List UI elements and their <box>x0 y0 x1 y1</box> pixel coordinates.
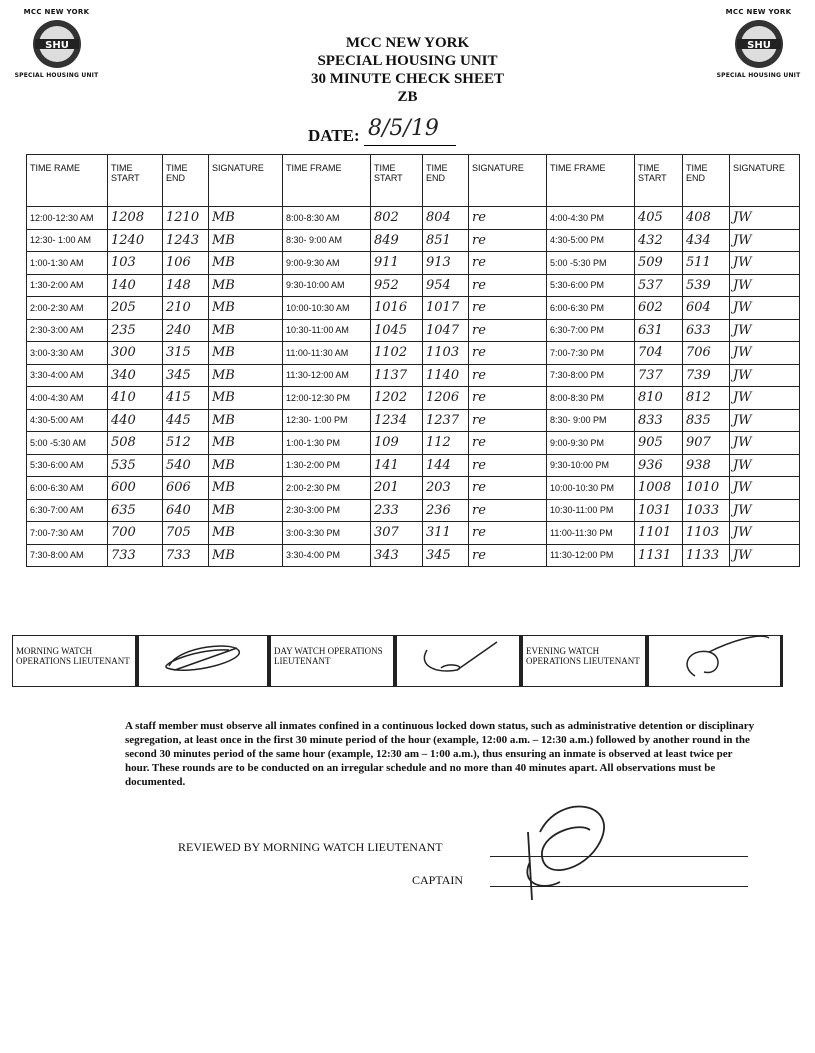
table-row <box>27 252 800 275</box>
time-frame-cell: 1:30-2:00 AM <box>27 274 108 297</box>
table-row <box>27 477 800 500</box>
logo-bottom-text: SPECIAL HOUSING UNIT <box>14 72 99 79</box>
signature-cell[interactable]: MB <box>209 544 283 567</box>
table-row <box>27 274 800 297</box>
time-entry-cell[interactable]: 112 <box>423 432 469 455</box>
signature-cell[interactable]: re <box>469 297 547 320</box>
time-entry-cell[interactable]: 240 <box>163 319 209 342</box>
time-frame-cell: 11:30-12:00 PM <box>547 544 635 567</box>
time-frame-cell: 5:30-6:00 AM <box>27 454 108 477</box>
signature-cell[interactable]: re <box>469 432 547 455</box>
table-row <box>27 499 800 522</box>
table-row <box>27 522 800 545</box>
time-frame-cell: 6:00-6:30 AM <box>27 477 108 500</box>
time-entry-cell[interactable]: 1010 <box>683 477 730 500</box>
time-entry-cell[interactable]: 705 <box>163 522 209 545</box>
time-entry-cell[interactable]: 1017 <box>423 297 469 320</box>
signature-cell[interactable]: JW <box>730 477 800 500</box>
time-entry-cell[interactable]: 205 <box>108 297 163 320</box>
time-entry-cell[interactable]: 511 <box>683 252 730 275</box>
time-entry-cell[interactable]: 1047 <box>423 319 469 342</box>
time-entry-cell[interactable]: 1237 <box>423 409 469 432</box>
time-entry-cell[interactable]: 1101 <box>635 522 683 545</box>
time-entry-cell[interactable]: 1140 <box>423 364 469 387</box>
time-entry-cell[interactable]: 733 <box>108 544 163 567</box>
time-frame-cell: 7:30-8:00 AM <box>27 544 108 567</box>
time-entry-cell[interactable]: 140 <box>108 274 163 297</box>
signature-cell[interactable]: JW <box>730 207 800 230</box>
time-entry-cell[interactable]: 606 <box>163 477 209 500</box>
time-frame-cell: 3:00-3:30 PM <box>283 522 371 545</box>
time-entry-cell[interactable]: 343 <box>371 544 423 567</box>
time-entry-cell[interactable]: 911 <box>371 252 423 275</box>
column-header: TIME END <box>683 155 730 207</box>
time-entry-cell[interactable]: 1045 <box>371 319 423 342</box>
time-frame-cell: 8:00-8:30 PM <box>547 387 635 410</box>
time-entry-cell[interactable]: 311 <box>423 522 469 545</box>
reviewed-by-label: REVIEWED BY MORNING WATCH LIEUTENANT <box>178 840 443 854</box>
time-frame-cell: 6:30-7:00 AM <box>27 499 108 522</box>
table-row <box>27 387 800 410</box>
column-header: TIME START <box>371 155 423 207</box>
time-entry-cell[interactable]: 851 <box>423 229 469 252</box>
time-entry-cell[interactable]: 539 <box>683 274 730 297</box>
table-header-row <box>27 155 800 207</box>
time-frame-cell: 8:30- 9:00 PM <box>547 409 635 432</box>
signature-cell[interactable]: MB <box>209 319 283 342</box>
time-entry-cell[interactable]: 434 <box>683 229 730 252</box>
signature-cell[interactable]: JW <box>730 229 800 252</box>
signature-cell[interactable]: MB <box>209 432 283 455</box>
time-entry-cell[interactable]: 235 <box>108 319 163 342</box>
time-entry-cell[interactable]: 631 <box>635 319 683 342</box>
time-entry-cell[interactable]: 535 <box>108 454 163 477</box>
time-entry-cell[interactable]: 913 <box>423 252 469 275</box>
watch-signature-strip <box>12 635 787 687</box>
time-frame-cell: 10:30-11:00 AM <box>283 319 371 342</box>
time-frame-cell: 5:00 -5:30 AM <box>27 432 108 455</box>
column-header: SIGNATURE <box>469 155 547 207</box>
signature-cell[interactable]: MB <box>209 477 283 500</box>
time-entry-cell[interactable]: 103 <box>108 252 163 275</box>
table-body <box>27 207 800 567</box>
time-entry-cell[interactable]: 300 <box>108 342 163 365</box>
time-entry-cell[interactable]: 700 <box>108 522 163 545</box>
signature-cell[interactable]: JW <box>730 499 800 522</box>
captain-label: CAPTAIN <box>412 873 464 887</box>
header-line-2: SPECIAL HOUSING UNIT <box>317 53 498 69</box>
table-row <box>27 432 800 455</box>
time-entry-cell[interactable]: 1137 <box>371 364 423 387</box>
signature-cell[interactable]: re <box>469 252 547 275</box>
time-entry-cell[interactable]: 201 <box>371 477 423 500</box>
evening-watch-label: EVENING WATCH OPERATIONS LIEUTENANT <box>522 635 646 687</box>
morning-watch-signature-box[interactable] <box>136 635 270 687</box>
signature-cell[interactable]: JW <box>730 342 800 365</box>
signature-cell[interactable]: JW <box>730 409 800 432</box>
logo-emblem-text: SHU <box>746 40 771 51</box>
time-entry-cell[interactable]: 1206 <box>423 387 469 410</box>
time-entry-cell[interactable]: 141 <box>371 454 423 477</box>
table-row <box>27 454 800 477</box>
time-entry-cell[interactable]: 233 <box>371 499 423 522</box>
policy-notice: A staff member must observe all inmates confined in a continuous locked down status, such as administrative detention or disciplinary segregation, at least once in the first 30 minute period of the hour (example, 12:00 a.m. – 12:30 a.m.) followed by another round in the second 30 minutes period of the same hour (example, 12:30 am – 1:00 a.m.), thus ensuring an inmate is observed at least twice per hour. These rounds are to be conducted on an irregular schedule and no more than 40 minutes apart. All observations must be documented. <box>125 720 755 788</box>
time-entry-cell[interactable]: 835 <box>683 409 730 432</box>
signature-cell[interactable]: MB <box>209 454 283 477</box>
captain-signature-scribble-icon <box>500 792 630 902</box>
table-row <box>27 319 800 342</box>
time-entry-cell[interactable]: 144 <box>423 454 469 477</box>
time-entry-cell[interactable]: 952 <box>371 274 423 297</box>
time-frame-cell: 5:30-6:00 PM <box>547 274 635 297</box>
signature-cell[interactable]: re <box>469 544 547 567</box>
signature-cell[interactable]: re <box>469 409 547 432</box>
signature-cell[interactable]: MB <box>209 409 283 432</box>
time-entry-cell[interactable]: 340 <box>108 364 163 387</box>
time-entry-cell[interactable]: 432 <box>635 229 683 252</box>
time-entry-cell[interactable]: 236 <box>423 499 469 522</box>
time-entry-cell[interactable]: 203 <box>423 477 469 500</box>
signature-cell[interactable]: JW <box>730 274 800 297</box>
signature-cell[interactable]: MB <box>209 499 283 522</box>
logo-bottom-text: SPECIAL HOUSING UNIT <box>716 72 801 79</box>
morning-watch-label: MORNING WATCH OPERATIONS LIEUTENANT <box>12 635 136 687</box>
time-frame-cell: 6:00-6:30 PM <box>547 297 635 320</box>
time-frame-cell: 4:00-4:30 PM <box>547 207 635 230</box>
time-entry-cell[interactable]: 540 <box>163 454 209 477</box>
time-frame-cell: 12:00-12:30 PM <box>283 387 371 410</box>
morning-signature-scribble-icon <box>139 636 267 682</box>
time-frame-cell: 7:00-7:30 AM <box>27 522 108 545</box>
column-header: TIME START <box>635 155 683 207</box>
column-header: SIGNATURE <box>730 155 800 207</box>
signature-cell[interactable]: JW <box>730 522 800 545</box>
time-entry-cell[interactable]: 345 <box>163 364 209 387</box>
time-entry-cell[interactable]: 938 <box>683 454 730 477</box>
time-frame-cell: 2:00-2:30 PM <box>283 477 371 500</box>
time-frame-cell: 12:30- 1:00 PM <box>283 409 371 432</box>
check-sheet-table <box>26 154 800 567</box>
time-entry-cell[interactable]: 1031 <box>635 499 683 522</box>
time-entry-cell[interactable]: 706 <box>683 342 730 365</box>
time-entry-cell[interactable]: 849 <box>371 229 423 252</box>
time-entry-cell[interactable]: 600 <box>108 477 163 500</box>
table-row <box>27 364 800 387</box>
logo-top-text: MCC NEW YORK <box>23 8 90 16</box>
time-entry-cell[interactable]: 445 <box>163 409 209 432</box>
time-entry-cell[interactable]: 1103 <box>423 342 469 365</box>
time-entry-cell[interactable]: 1240 <box>108 229 163 252</box>
time-entry-cell[interactable]: 802 <box>371 207 423 230</box>
time-entry-cell[interactable]: 905 <box>635 432 683 455</box>
signature-cell[interactable]: MB <box>209 364 283 387</box>
signature-cell[interactable]: MB <box>209 252 283 275</box>
time-frame-cell: 1:00-1:30 PM <box>283 432 371 455</box>
table-row <box>27 297 800 320</box>
time-entry-cell[interactable]: 1133 <box>683 544 730 567</box>
time-entry-cell[interactable]: 315 <box>163 342 209 365</box>
time-frame-cell: 11:00-11:30 PM <box>547 522 635 545</box>
signature-cell[interactable]: re <box>469 522 547 545</box>
time-entry-cell[interactable]: 635 <box>108 499 163 522</box>
signature-cell[interactable]: MB <box>209 297 283 320</box>
table-row <box>27 207 800 230</box>
column-header: TIME START <box>108 155 163 207</box>
time-entry-cell[interactable]: 602 <box>635 297 683 320</box>
time-entry-cell[interactable]: 1208 <box>108 207 163 230</box>
signature-cell[interactable]: MB <box>209 522 283 545</box>
time-frame-cell: 2:30-3:00 PM <box>283 499 371 522</box>
time-entry-cell[interactable]: 410 <box>108 387 163 410</box>
time-entry-cell[interactable]: 415 <box>163 387 209 410</box>
signature-cell[interactable]: re <box>469 274 547 297</box>
signature-cell[interactable]: MB <box>209 342 283 365</box>
logo-top-text: MCC NEW YORK <box>725 8 792 16</box>
time-entry-cell[interactable]: 1131 <box>635 544 683 567</box>
time-entry-cell[interactable]: 1102 <box>371 342 423 365</box>
header-line-4: ZB <box>397 89 418 105</box>
time-frame-cell: 8:30- 9:00 AM <box>283 229 371 252</box>
column-header: TIME FRAME <box>283 155 371 207</box>
time-frame-cell: 1:30-2:00 PM <box>283 454 371 477</box>
day-watch-label: DAY WATCH OPERATIONS LIEUTENANT <box>270 635 394 687</box>
time-frame-cell: 9:00-9:30 AM <box>283 252 371 275</box>
time-entry-cell[interactable]: 508 <box>108 432 163 455</box>
time-entry-cell[interactable]: 509 <box>635 252 683 275</box>
time-entry-cell[interactable]: 148 <box>163 274 209 297</box>
time-frame-cell: 11:30-12:00 AM <box>283 364 371 387</box>
time-entry-cell[interactable]: 804 <box>423 207 469 230</box>
time-frame-cell: 7:00-7:30 PM <box>547 342 635 365</box>
time-entry-cell[interactable]: 210 <box>163 297 209 320</box>
signature-cell[interactable]: JW <box>730 454 800 477</box>
time-entry-cell[interactable]: 1202 <box>371 387 423 410</box>
time-entry-cell[interactable]: 907 <box>683 432 730 455</box>
time-frame-cell: 3:30-4:00 AM <box>27 364 108 387</box>
time-frame-cell: 1:00-1:30 AM <box>27 252 108 275</box>
time-entry-cell[interactable]: 345 <box>423 544 469 567</box>
time-entry-cell[interactable]: 1033 <box>683 499 730 522</box>
time-entry-cell[interactable]: 936 <box>635 454 683 477</box>
signature-cell[interactable]: re <box>469 364 547 387</box>
time-entry-cell[interactable]: 109 <box>371 432 423 455</box>
signature-cell[interactable]: MB <box>209 274 283 297</box>
signature-cell[interactable]: re <box>469 207 547 230</box>
time-entry-cell[interactable]: 537 <box>635 274 683 297</box>
signature-cell[interactable]: JW <box>730 387 800 410</box>
signature-cell[interactable]: JW <box>730 252 800 275</box>
date-label: DATE: <box>308 126 360 145</box>
time-frame-cell: 4:30-5:00 AM <box>27 409 108 432</box>
time-frame-cell: 5:00 -5:30 PM <box>547 252 635 275</box>
time-frame-cell: 11:00-11:30 AM <box>283 342 371 365</box>
column-header: TIME END <box>163 155 209 207</box>
time-entry-cell[interactable]: 440 <box>108 409 163 432</box>
time-entry-cell[interactable]: 640 <box>163 499 209 522</box>
signature-cell[interactable]: re <box>469 229 547 252</box>
time-entry-cell[interactable]: 833 <box>635 409 683 432</box>
time-entry-cell[interactable]: 633 <box>683 319 730 342</box>
time-entry-cell[interactable]: 812 <box>683 387 730 410</box>
evening-signature-scribble-icon <box>649 636 780 682</box>
column-header: SIGNATURE <box>209 155 283 207</box>
time-frame-cell: 10:00-10:30 AM <box>283 297 371 320</box>
time-frame-cell: 3:00-3:30 AM <box>27 342 108 365</box>
day-watch-signature-box[interactable] <box>394 635 522 687</box>
header-line-1: MCC NEW YORK <box>345 35 470 51</box>
signature-cell[interactable]: JW <box>730 432 800 455</box>
time-entry-cell[interactable]: 604 <box>683 297 730 320</box>
signature-cell[interactable]: re <box>469 454 547 477</box>
time-frame-cell: 9:30-10:00 PM <box>547 454 635 477</box>
page-header <box>0 34 815 106</box>
evening-watch-signature-box[interactable] <box>646 635 783 687</box>
signature-cell[interactable]: MB <box>209 387 283 410</box>
time-entry-cell[interactable]: 106 <box>163 252 209 275</box>
time-entry-cell[interactable]: 1008 <box>635 477 683 500</box>
signature-cell[interactable]: JW <box>730 544 800 567</box>
header-line-3: 30 MINUTE CHECK SHEET <box>311 71 504 87</box>
signature-cell[interactable]: re <box>469 499 547 522</box>
time-frame-cell: 8:00-8:30 AM <box>283 207 371 230</box>
signature-cell[interactable]: re <box>469 387 547 410</box>
table-row <box>27 229 800 252</box>
signature-cell[interactable]: JW <box>730 364 800 387</box>
signature-cell[interactable]: JW <box>730 319 800 342</box>
time-frame-cell: 9:30-10:00 AM <box>283 274 371 297</box>
time-frame-cell: 2:00-2:30 AM <box>27 297 108 320</box>
table-row <box>27 409 800 432</box>
time-frame-cell: 3:30-4:00 PM <box>283 544 371 567</box>
column-header: TIME RAME <box>27 155 108 207</box>
signature-cell[interactable]: re <box>469 477 547 500</box>
time-entry-cell[interactable]: 512 <box>163 432 209 455</box>
signature-cell[interactable]: re <box>469 342 547 365</box>
time-frame-cell: 4:30-5:00 PM <box>547 229 635 252</box>
time-entry-cell[interactable]: 737 <box>635 364 683 387</box>
time-entry-cell[interactable]: 1210 <box>163 207 209 230</box>
time-frame-cell: 6:30-7:00 PM <box>547 319 635 342</box>
time-entry-cell[interactable]: 733 <box>163 544 209 567</box>
day-signature-scribble-icon <box>397 636 519 682</box>
time-entry-cell[interactable]: 1103 <box>683 522 730 545</box>
table-row <box>27 342 800 365</box>
time-entry-cell[interactable]: 1016 <box>371 297 423 320</box>
signature-cell[interactable]: JW <box>730 297 800 320</box>
time-frame-cell: 12:00-12:30 AM <box>27 207 108 230</box>
time-entry-cell[interactable]: 405 <box>635 207 683 230</box>
time-entry-cell[interactable]: 954 <box>423 274 469 297</box>
time-entry-cell[interactable]: 307 <box>371 522 423 545</box>
time-entry-cell[interactable]: 810 <box>635 387 683 410</box>
date-value: 8/5/19 <box>368 116 439 141</box>
time-entry-cell[interactable]: 408 <box>683 207 730 230</box>
time-frame-cell: 10:00-10:30 PM <box>547 477 635 500</box>
time-frame-cell: 9:00-9:30 PM <box>547 432 635 455</box>
time-frame-cell: 7:30-8:00 PM <box>547 364 635 387</box>
column-header: TIME END <box>423 155 469 207</box>
time-entry-cell[interactable]: 739 <box>683 364 730 387</box>
table-row <box>27 544 800 567</box>
logo-emblem-text: SHU <box>44 40 69 51</box>
time-frame-cell: 4:00-4:30 AM <box>27 387 108 410</box>
time-frame-cell: 10:30-11:00 PM <box>547 499 635 522</box>
time-frame-cell: 12:30- 1:00 AM <box>27 229 108 252</box>
time-frame-cell: 2:30-3:00 AM <box>27 319 108 342</box>
time-entry-cell[interactable]: 704 <box>635 342 683 365</box>
time-entry-cell[interactable]: 1234 <box>371 409 423 432</box>
time-entry-cell[interactable]: 1243 <box>163 229 209 252</box>
signature-cell[interactable]: MB <box>209 229 283 252</box>
signature-cell[interactable]: MB <box>209 207 283 230</box>
signature-cell[interactable]: re <box>469 319 547 342</box>
column-header: TIME FRAME <box>547 155 635 207</box>
